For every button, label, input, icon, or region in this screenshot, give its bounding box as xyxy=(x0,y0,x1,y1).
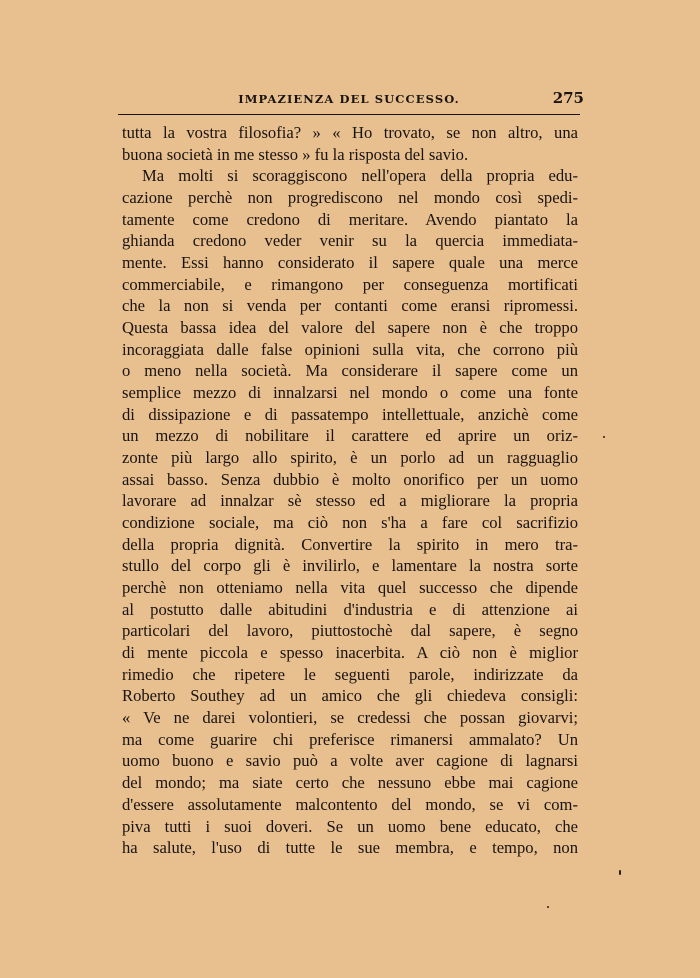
text-line-14: di dissipazione e di passatempo intellettuale, anzichè come xyxy=(122,404,578,424)
text-line-21: stullo del corpo gli è invilirlo, e lamentare la nostra sorte xyxy=(122,556,578,576)
text-line-15: un mezzo di nobilitare il carattere ed aprire un oriz- xyxy=(122,426,578,446)
running-title: IMPAZIENZA DEL SUCCESSO. xyxy=(238,92,460,106)
text-line-3: Ma molti si scoraggiscono nell'opera della propria edu- xyxy=(142,166,578,186)
text-line-10: Questa bassa idea del valore del sapere non è che troppo xyxy=(122,318,578,338)
text-line-31: del mondo; ma siate certo che nessuno ebbe mai cagione xyxy=(122,773,578,793)
text-line-5: tamente come credono di meritare. Avendo piantato la xyxy=(122,209,578,229)
text-line-1: tutta la vostra filosofia? » « Ho trovato, se non altro, una xyxy=(122,123,578,142)
header-rule xyxy=(118,114,580,115)
text-line-22: perchè non otteniamo nella vita quel successo che dipende xyxy=(122,578,578,598)
ink-speck xyxy=(547,906,549,908)
text-line-33: piva tutti i suoi doveri. Se un uomo bene educato, che xyxy=(122,816,578,836)
text-line-29: ma come guarire chi preferisce rimanersi ammalato? Un xyxy=(122,729,578,749)
text-line-20: della propria dignità. Convertire la spirito in mero tra- xyxy=(122,534,578,554)
text-line-9: che la non si venda per contanti come eransi ripromessi. xyxy=(122,296,578,316)
body-text xyxy=(122,122,578,859)
text-line-17: assai basso. Senza dubbio è molto onorifico per un uomo xyxy=(122,469,578,489)
ink-speck xyxy=(619,870,621,875)
text-line-25: di mente piccola e spesso inacerbita. A ciò non è miglior xyxy=(122,643,578,663)
text-line-2: buona società in me stesso » fu la risposta del savio. xyxy=(122,144,469,164)
text-line-8: commerciabile, e rimangono per conseguenza mortificati xyxy=(122,274,578,294)
text-line-18: lavorare ad innalzar sè stesso ed a migliorare la propria xyxy=(122,491,578,511)
text-line-6: ghianda credono veder venir su la quercia immediata- xyxy=(122,231,578,251)
page-number: 275 xyxy=(552,89,584,107)
text-line-16: zonte più largo allo spirito, è un porlo ad un ragguaglio xyxy=(122,448,578,468)
ink-speck xyxy=(603,436,605,438)
text-line-32: d'essere assolutamente malcontento del mondo, se vi com- xyxy=(122,794,578,814)
text-line-7: mente. Essi hanno considerato il sapere quale una merce xyxy=(122,253,578,273)
running-head xyxy=(118,89,584,110)
text-line-23: al postutto dalle abitudini d'industria e di attenzione ai xyxy=(122,599,578,619)
text-line-24: particolari del lavoro, piuttostochè dal sapere, è segno xyxy=(122,621,578,641)
text-line-4: cazione perchè non progrediscono nel mondo così spedi- xyxy=(122,188,578,208)
text-line-28: « Ve ne darei volontieri, se credessi che possan giovarvi; xyxy=(122,708,578,728)
text-line-12: o meno nella società. Ma considerare il sapere come un xyxy=(122,361,578,381)
text-line-27: Roberto Southey ad un amico che gli chiedeva consigli: xyxy=(122,686,578,706)
text-line-26: rimedio che ripetere le seguenti parole, indirizzate da xyxy=(122,664,578,684)
text-line-34: ha salute, l'uso di tutte le sue membra, e tempo, non xyxy=(122,838,578,858)
text-line-19: condizione sociale, ma ciò non s'ha a fare col sacrifizio xyxy=(122,513,578,533)
text-line-13: semplice mezzo di innalzarsi nel mondo o come una fonte xyxy=(122,383,578,403)
text-line-30: uomo buono e savio può a volte aver cagione di lagnarsi xyxy=(122,751,578,771)
text-line-11: incoraggiata dalle false opinioni sulla vita, che corrono più xyxy=(122,339,578,359)
